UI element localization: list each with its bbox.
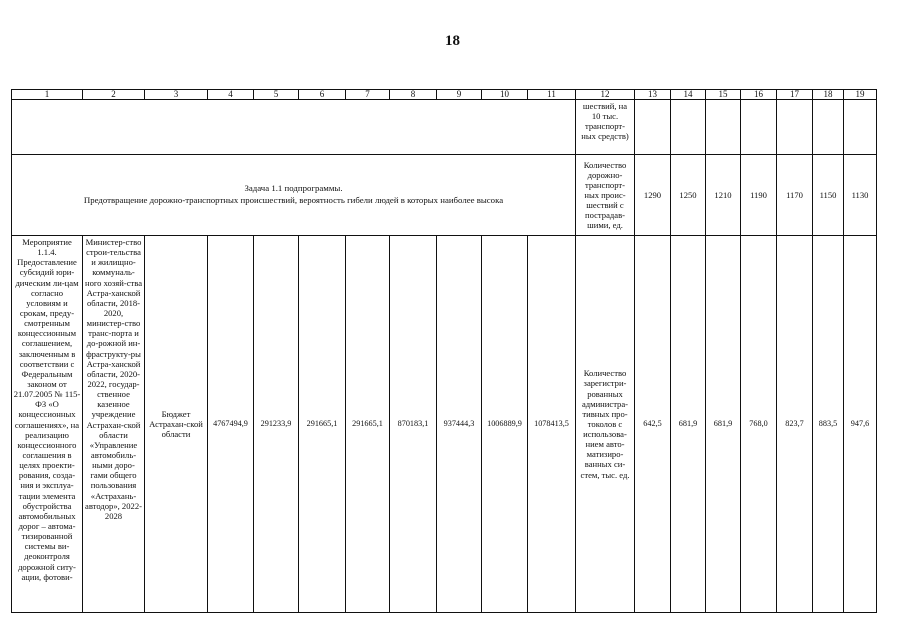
- column-number: 18: [813, 90, 844, 100]
- indicator-value: 947,6: [844, 236, 877, 613]
- measure-indicator: Количество зарегистри-рованных администра-тивных про-токолов с использова-нием авто-матизиро-ванных си-стем, тыс. ед.: [576, 236, 635, 613]
- column-number: 6: [299, 90, 346, 100]
- funding-amount: 291233,9: [254, 236, 299, 613]
- indicator-value: 681,9: [671, 236, 706, 613]
- task-value: 1170: [777, 155, 813, 236]
- empty-cell: [777, 100, 813, 155]
- task-indicator: Количество дорожно-транспорт-ных проис-шествий с пострадав-шими, ед.: [576, 155, 635, 236]
- indicator-value: 642,5: [635, 236, 671, 613]
- indicator-value: 883,5: [813, 236, 844, 613]
- column-number-row: [12, 90, 877, 100]
- program-table: [11, 89, 877, 613]
- column-number: 4: [208, 90, 254, 100]
- task-row: [12, 155, 877, 236]
- empty-cell: [741, 100, 777, 155]
- measure-name: Мероприятие 1.1.4. Предоставление субсидий юри-дическим ли-цам согласно условиям и срокам, преду-смотренным концессионным соглашением, заключенным в соответствии с Федеральным законом от 21.07.2005 № 115-ФЗ «О концессионных соглашениях», на реализацию концессионного соглашения в целях проекти-рования, созда-ния и эксплуа-тации элемента обустройства автомобильных дорог – автома-тизированной системы ви-деоконтроля дорожной ситу-ации, фотови-: [12, 236, 83, 613]
- task-value: 1250: [671, 155, 706, 236]
- funding-amount: 4767494,9: [208, 236, 254, 613]
- column-number: 17: [777, 90, 813, 100]
- column-number: 7: [346, 90, 390, 100]
- task-title: Задача 1.1 подпрограммы.: [244, 183, 343, 194]
- column-number: 11: [528, 90, 576, 100]
- task-value: 1150: [813, 155, 844, 236]
- funding-amount: 937444,3: [437, 236, 482, 613]
- column-number: 3: [145, 90, 208, 100]
- column-number: 13: [635, 90, 671, 100]
- continuation-empty-cell: [12, 100, 576, 155]
- empty-cell: [844, 100, 877, 155]
- column-number: 19: [844, 90, 877, 100]
- column-number: 9: [437, 90, 482, 100]
- task-value: 1210: [706, 155, 741, 236]
- empty-cell: [706, 100, 741, 155]
- column-number: 5: [254, 90, 299, 100]
- column-number: 1: [12, 90, 83, 100]
- measure-executor: Министер-ство строи-тельства и жилищно-коммуналь-ного хозяй-ства Астра-ханской области, 2018-2020, министер-ство транс-порта и до-рожной ин-фраструкту-ры Астра-ханской области, 2020-2022, государ-ственное казенное учреждение Астрахан-ской области «Управление автомобиль-ными доро-гами общего пользования «Астрахань-автодор», 2022-2028: [83, 236, 145, 613]
- empty-cell: [671, 100, 706, 155]
- funding-amount: 291665,1: [299, 236, 346, 613]
- continuation-row: [12, 100, 877, 155]
- task-value: 1130: [844, 155, 877, 236]
- funding-amount: 870183,1: [390, 236, 437, 613]
- task-value: 1290: [635, 155, 671, 236]
- column-number: 12: [576, 90, 635, 100]
- column-number: 10: [482, 90, 528, 100]
- column-number: 16: [741, 90, 777, 100]
- task-description: Предотвращение дорожно-транспортных происшествий, вероятность гибели людей в которых наиболее высока: [83, 195, 504, 205]
- indicator-value: 823,7: [777, 236, 813, 613]
- funding-source: Бюджет Астрахан-ской области: [145, 236, 208, 613]
- funding-amount: 1006889,9: [482, 236, 528, 613]
- empty-cell: [635, 100, 671, 155]
- task-cell: [12, 155, 576, 236]
- page-number: 18: [445, 33, 460, 49]
- continuation-indicator-cell: шествий, на 10 тыс. транспорт-ных средств): [576, 100, 635, 155]
- measure-row: [12, 236, 877, 613]
- empty-cell: [813, 100, 844, 155]
- indicator-value: 681,9: [706, 236, 741, 613]
- task-value: 1190: [741, 155, 777, 236]
- column-number: 2: [83, 90, 145, 100]
- column-number: 14: [671, 90, 706, 100]
- column-number: 15: [706, 90, 741, 100]
- indicator-value: 768,0: [741, 236, 777, 613]
- column-number: 8: [390, 90, 437, 100]
- funding-amount: 291665,1: [346, 236, 390, 613]
- funding-amount: 1078413,5: [528, 236, 576, 613]
